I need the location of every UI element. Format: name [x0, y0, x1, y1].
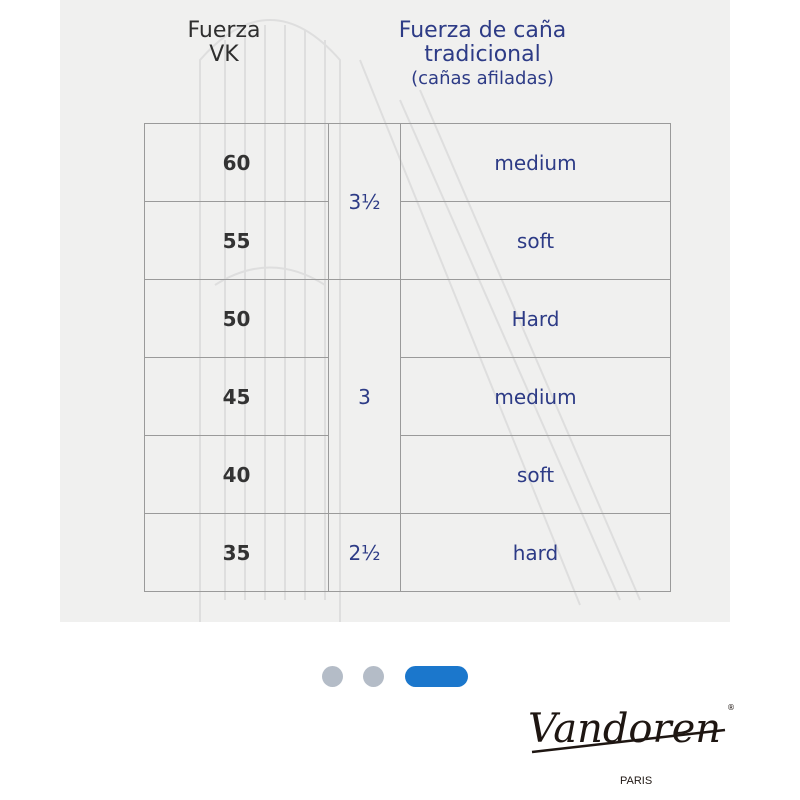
- logo-wordmark: Vandoren: [528, 706, 722, 752]
- strength-description-cell: hard: [401, 514, 671, 592]
- table-row: [145, 124, 671, 202]
- carousel-dot-2[interactable]: [363, 666, 384, 687]
- vk-strength-cell: 55: [145, 202, 329, 280]
- traditional-strength-heading: [360, 19, 605, 91]
- traditional-strength-cell: 2½: [329, 514, 401, 592]
- traditional-heading-line1: Fuerza de caña: [398, 18, 567, 43]
- registered-mark: ®: [727, 703, 735, 712]
- traditional-heading-subtitle: (cañas afiladas): [411, 68, 554, 89]
- carousel-dot-3-active[interactable]: [405, 666, 468, 687]
- strength-chart-card: [60, 0, 730, 622]
- strength-comparison-table: [144, 123, 671, 592]
- traditional-heading-line2: tradicional: [424, 42, 541, 67]
- vk-strength-cell: 50: [145, 280, 329, 358]
- vk-heading-line1: Fuerza: [187, 18, 261, 43]
- table-row: [145, 436, 671, 514]
- vk-strength-cell: 45: [145, 358, 329, 436]
- vk-strength-cell: 35: [145, 514, 329, 592]
- strength-description-cell: medium: [401, 358, 671, 436]
- table-row: [145, 514, 671, 592]
- vk-strength-cell: 60: [145, 124, 329, 202]
- carousel-dot-1[interactable]: [322, 666, 343, 687]
- strength-description-cell: medium: [401, 124, 671, 202]
- strength-description-cell: Hard: [401, 280, 671, 358]
- traditional-strength-cell: 3: [329, 280, 401, 514]
- vandoren-logo: [520, 690, 740, 790]
- logo-city: PARIS: [620, 775, 653, 787]
- table-row: [145, 358, 671, 436]
- strength-description-cell: soft: [401, 202, 671, 280]
- table-row: [145, 202, 671, 280]
- table-row: [145, 280, 671, 358]
- vk-heading-line2: VK: [209, 42, 239, 67]
- strength-description-cell: soft: [401, 436, 671, 514]
- vk-strength-heading: [180, 19, 268, 67]
- vk-strength-cell: 40: [145, 436, 329, 514]
- traditional-strength-cell: 3½: [329, 124, 401, 280]
